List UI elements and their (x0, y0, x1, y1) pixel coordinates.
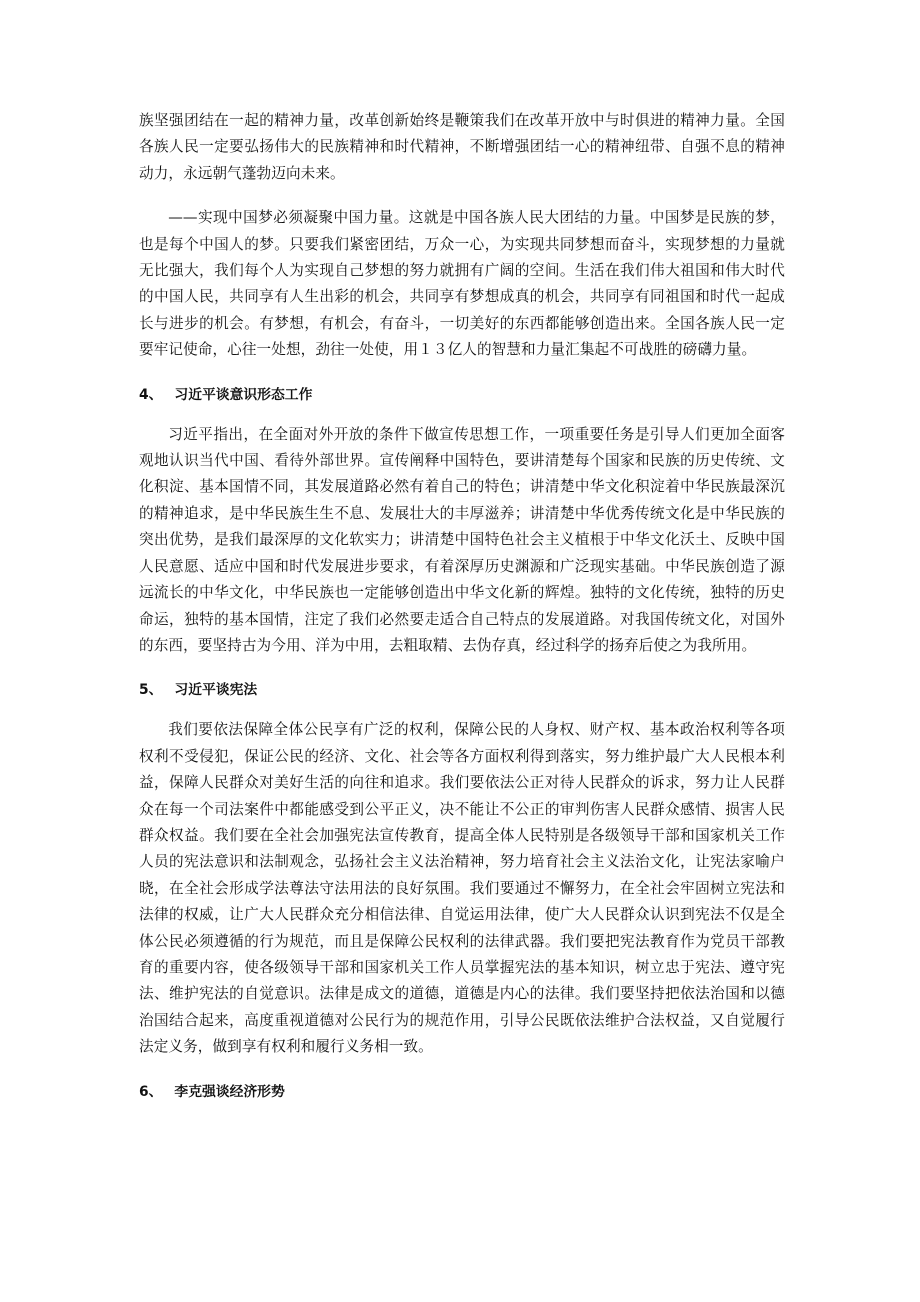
section-title: 习近平谈意识形态工作 (174, 386, 313, 403)
paragraph-gap (139, 408, 785, 422)
section-heading-4 (139, 382, 785, 408)
paragraph-gap (139, 1061, 785, 1079)
section-number: 6、 (139, 1083, 163, 1100)
section-heading-5 (139, 677, 785, 703)
paragraph-ideology-work: 习近平指出，在全面对外开放的条件下做宣传思想工作，一项重要任务是引导人们更加全面客观地认识当代中国、看待外部世界。宣传阐释中国特色，要讲清楚每个国家和民族的历史传统、文化积淀、基本国情不同，其发展道路必然有着自己的特色；讲清楚中华文化积淀着中华民族最深沉的精神追求，是中华民族生生不息、发展壮大的丰厚滋养；讲清楚中华优秀传统文化是中华民族的突出优势，是我们最深厚的文化软实力；讲清楚中国特色社会主义植根于中华文化沃土、反映中国人民意愿、适应中国和时代发展进步要求，有着深厚历史渊源和广泛现实基础。中华民族创造了源远流长的中华文化，中华民族也一定能够创造出中华文化新的辉煌。独特的文化传统，独特的历史命运，独特的基本国情，注定了我们必然要走适合自己特点的发展道路。对我国传统文化，对国外的东西，要坚持古为今用、洋为中用，去粗取精、去伪存真，经过科学的扬弃后使之为我所用。 (139, 425, 785, 654)
section-title: 李克强谈经济形势 (174, 1083, 285, 1100)
section-title: 习近平谈宪法 (174, 682, 258, 699)
paragraph-gap (139, 187, 785, 205)
paragraph-gap (139, 703, 785, 717)
paragraph-gap (139, 659, 785, 677)
section-number: 5、 (139, 682, 163, 699)
paragraph-constitution: 我们要依法保障全体公民享有广泛的权利，保障公民的人身权、财产权、基本政治权利等各项权利不受侵犯，保证公民的经济、文化、社会等各方面权利得到落实，努力维护最广大人民根本利益，保障人民群众对美好生活的向往和追求。我们要依法公正对待人民群众的诉求，努力让人民群众在每一个司法案件中都能感受到公平正义，决不能让不公正的审判伤害人民群众感情、损害人民群众权益。我们要在全社会加强宪法宣传教育，提高全体人民特别是各级领导干部和国家机关工作人员的宪法意识和法制观念，弘扬社会主义法治精神，努力培育社会主义法治文化，让宪法家喻户晓，在全社会形成学法尊法守法用法的良好氛围。我们要通过不懈努力，在全社会牢固树立宪法和法律的权威，让广大人民群众充分相信法律、自觉运用法律，使广大人民群众认识到宪法不仅是全体公民必须遵循的行为规范，而且是保障公民权利的法律武器。我们要把宪法教育作为党员干部教育的重要内容，使各级领导干部和国家机关工作人员掌握宪法的基本知识，树立忠于宪法、遵守宪法、维护宪法的自觉意识。法律是成文的道德，道德是内心的法律。我们要坚持把依法治国和以德治国结合起来，高度重视道德对公民行为的规范作用，引导公民既依法维护合法权益，又自觉履行法定义务，做到享有权利和履行义务相一致。 (139, 721, 785, 1056)
paragraph-spirit-strength: 族坚强团结在一起的精神力量，改革创新始终是鞭策我们在改革开放中与时俱进的精神力量。全国各族人民一定要弘扬伟大的民族精神和时代精神，不断增强团结一心的精神纽带、自强不息的精神动力，永远朝气蓬勃迈向未来。 (139, 112, 785, 182)
section-heading-6 (139, 1079, 785, 1105)
section-number: 4、 (139, 386, 163, 403)
document-page (139, 108, 785, 1105)
paragraph-gap (139, 364, 785, 382)
paragraph-china-power: ——实现中国梦必须凝聚中国力量。这就是中国各族人民大团结的力量。中国梦是民族的梦，也是每个中国人的梦。只要我们紧密团结，万众一心，为实现共同梦想而奋斗，实现梦想的力量就无比强大，我们每个人为实现自己梦想的努力就拥有广阔的空间。生活在我们伟大祖国和伟大时代的中国人民，共同享有人生出彩的机会，共同享有梦想成真的机会，共同享有同祖国和时代一起成长与进步的机会。有梦想，有机会，有奋斗，一切美好的东西都能够创造出来。全国各族人民一定要牢记使命，心往一处想，劲往一处使，用１３亿人的智慧和力量汇集起不可战胜的磅礴力量。 (139, 209, 785, 359)
